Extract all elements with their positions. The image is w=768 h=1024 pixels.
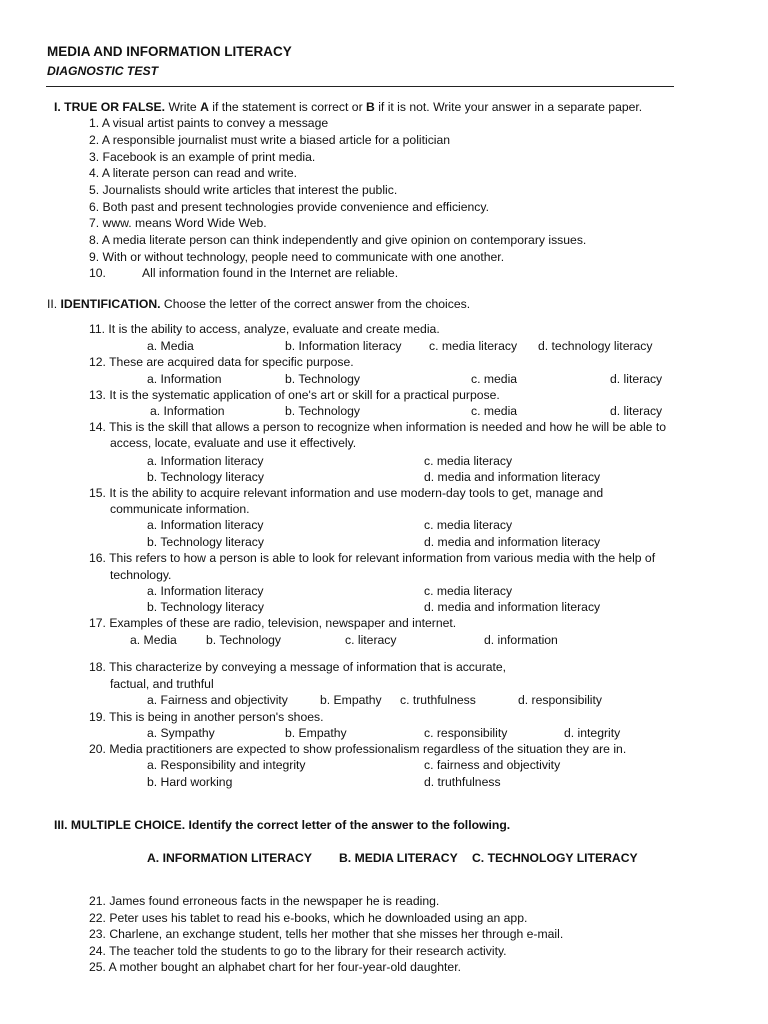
question-19: 19. This is being in another person's shoes. — [89, 710, 324, 724]
choice-16-b: b. Technology literacy — [147, 600, 264, 614]
choice-20-c: c. fairness and objectivity — [424, 758, 561, 772]
part1-instr-a: Write — [165, 100, 201, 114]
tf-item: 1. A visual artist paints to convey a message — [89, 116, 329, 130]
mc-item: 22. Peter uses his tablet to read his e-books, which he downloaded using an app. — [89, 911, 528, 925]
tf-item: 8. A media literate person can think independently and give opinion on contemporary issues. — [89, 233, 587, 247]
choice-13-c: c. media — [471, 404, 518, 418]
question-13: 13. It is the systematic application of one's art or skill for a practical purpose. — [89, 388, 500, 402]
mc-item: 21. James found erroneous facts in the newspaper he is reading. — [89, 894, 440, 908]
choice-14-b: b. Technology literacy — [147, 470, 264, 484]
part2-instructions — [47, 297, 470, 312]
part2-numeral: II. — [47, 297, 61, 311]
part1-heading: I. TRUE OR FALSE. — [54, 100, 166, 114]
choice-20-b: b. Hard working — [147, 775, 233, 789]
choice-13-d: d. literacy — [610, 404, 663, 418]
choice-11-c: c. media literacy — [429, 339, 518, 353]
part2-instr: Choose the letter of the correct answer from the choices. — [160, 297, 471, 311]
tf-item: 7. www. means Word Wide Web. — [89, 216, 267, 230]
choice-11-d: d. technology literacy — [538, 339, 653, 353]
document-title: MEDIA AND INFORMATION LITERACY — [47, 44, 292, 59]
mc-item: 25. A mother bought an alphabet chart for her four-year-old daughter. — [89, 960, 461, 974]
question-11: 11. It is the ability to access, analyze, evaluate and create media. — [89, 322, 440, 336]
choice-18-c: c. truthfulness — [400, 693, 476, 707]
question-14-cont: access, locate, evaluate and use it effectively. — [110, 436, 357, 450]
mc-item: 24. The teacher told the students to go to the library for their research activity. — [89, 944, 507, 958]
question-18: 18. This characterize by conveying a message of information that is accurate, — [89, 660, 507, 674]
choice-12-a: a. Information — [147, 372, 222, 386]
choice-17-a: a. Media — [130, 633, 177, 647]
choice-16-a: a. Information literacy — [147, 584, 264, 598]
choice-11-a: a. Media — [147, 339, 194, 353]
choice-20-d: d. truthfulness — [424, 775, 501, 789]
part3-heading: III. MULTIPLE CHOICE. Identify the correct letter of the answer to the following. — [54, 818, 511, 832]
choice-16-d: d. media and information literacy — [424, 600, 601, 614]
question-15-cont: communicate information. — [110, 502, 250, 516]
choice-12-d: d. literacy — [610, 372, 663, 386]
choice-17-d: d. information — [484, 633, 558, 647]
question-15: 15. It is the ability to acquire relevant information and use modern-day tools to get, manage and — [89, 486, 604, 500]
choice-15-a: a. Information literacy — [147, 518, 264, 532]
tf-item: All information found in the Internet are reliable. — [142, 266, 399, 280]
question-20: 20. Media practitioners are expected to show professionalism regardless of the situation they are in. — [89, 742, 627, 756]
choice-12-b: b. Technology — [285, 372, 360, 386]
choice-19-b: b. Empathy — [285, 726, 347, 740]
choice-14-a: a. Information literacy — [147, 454, 264, 468]
document-subtitle: DIAGNOSTIC TEST — [47, 64, 159, 78]
header-divider — [46, 86, 674, 87]
choice-11-b: b. Information literacy — [285, 339, 402, 353]
choice-18-a: a. Fairness and objectivity — [147, 693, 288, 707]
choice-18-b: b. Empathy — [320, 693, 382, 707]
choice-12-c: c. media — [471, 372, 518, 386]
choice-14-c: c. media literacy — [424, 454, 513, 468]
choice-13-b: b. Technology — [285, 404, 360, 418]
part1-instr-c: if it is not. Write your answer in a separate paper. — [374, 100, 643, 114]
tf-item: 2. A responsible journalist must write a biased article for a politician — [89, 133, 451, 147]
choice-15-b: b. Technology literacy — [147, 535, 264, 549]
choice-18-d: d. responsibility — [518, 693, 602, 707]
part1-letter-a: A — [200, 100, 209, 114]
question-16: 16. This refers to how a person is able to look for relevant information from various media with the help of — [89, 551, 656, 565]
choice-14-d: d. media and information literacy — [424, 470, 601, 484]
question-12: 12. These are acquired data for specific purpose. — [89, 355, 354, 369]
part2-heading: IDENTIFICATION. — [60, 297, 161, 311]
choice-17-b: b. Technology — [206, 633, 281, 647]
choice-17-c: c. literacy — [345, 633, 397, 647]
choice-13-a: a. Information — [150, 404, 225, 418]
choice-19-d: d. integrity — [564, 726, 621, 740]
choice-19-a: a. Sympathy — [147, 726, 215, 740]
tf-item: 6. Both past and present technologies provide convenience and efficiency. — [89, 200, 489, 214]
choice-15-c: c. media literacy — [424, 518, 513, 532]
choice-19-c: c. responsibility — [424, 726, 508, 740]
mc-option-a: A. INFORMATION LITERACY — [147, 851, 312, 865]
tf-item: 4. A literate person can read and write. — [89, 166, 297, 180]
choice-16-c: c. media literacy — [424, 584, 513, 598]
tf-item: 3. Facebook is an example of print media. — [89, 150, 316, 164]
mc-option-b: B. MEDIA LITERACY — [339, 851, 458, 865]
part1-instructions — [54, 100, 642, 115]
choice-15-d: d. media and information literacy — [424, 535, 601, 549]
tf-item-number: 10. — [89, 266, 106, 280]
question-16-cont: technology. — [110, 568, 172, 582]
mc-option-c: C. TECHNOLOGY LITERACY — [472, 851, 638, 865]
choice-20-a: a. Responsibility and integrity — [147, 758, 306, 772]
part1-instr-b: if the statement is correct or — [208, 100, 367, 114]
mc-item: 23. Charlene, an exchange student, tells her mother that she misses her through e-mail. — [89, 927, 564, 941]
question-17: 17. Examples of these are radio, television, newspaper and internet. — [89, 616, 457, 630]
tf-item: 5. Journalists should write articles that interest the public. — [89, 183, 398, 197]
part1-letter-b: B — [366, 100, 375, 114]
tf-item: 9. With or without technology, people need to communicate with one another. — [89, 250, 505, 264]
question-14: 14. This is the skill that allows a person to recognize when information is needed and how he will be able to — [89, 420, 666, 434]
question-18-cont: factual, and truthful — [110, 677, 214, 691]
